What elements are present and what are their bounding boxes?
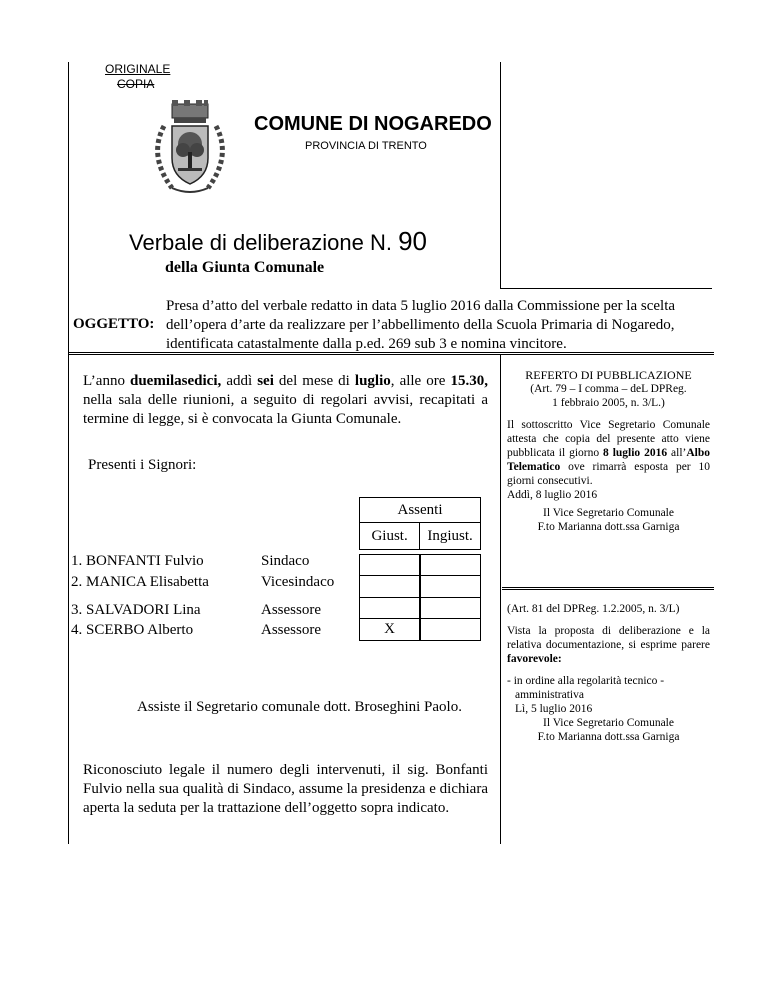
oggetto-label: OGGETTO: [73, 316, 155, 332]
intro-text-4: , alle ore [390, 373, 451, 389]
member-role: Sindaco [261, 553, 310, 569]
referto-sign-1: Il Vice Segretario Comunale [543, 507, 674, 519]
parere-sign-1: Il Vice Segretario Comunale [543, 717, 674, 729]
referto-text [507, 418, 710, 488]
giust-header: Giust. [360, 523, 420, 550]
provincia-title: PROVINCIA DI TRENTO [305, 140, 427, 152]
intro-ora: 15.30, [450, 373, 488, 389]
verbale-title [129, 226, 427, 257]
copia-label: COPIA [117, 77, 155, 91]
referto-text-3: ove rimarrà esposta per 10 giorni consecutivi. [507, 461, 710, 487]
member-name: 1. BONFANTI Fulvio [71, 553, 204, 569]
oggetto-text [166, 297, 713, 354]
parere-text [507, 624, 710, 666]
referto-ref-1: (Art. 79 – I comma – deL DPReg. [530, 383, 687, 395]
riconosciuto-paragraph: Riconosciuto legale il numero degli intervenuti, il sig. Bonfanti Fulvio nella sua qualità di Sindaco, assume la presidenza e dichiara aperta la seduta per la trattazione dell’oggetto sopra indicato. [83, 762, 488, 816]
parere-text-1: Vista la proposta di deliberazione e la relativa documentazione, si esprime parere [507, 625, 710, 651]
member-ingiust-cell [420, 554, 481, 576]
mid-border-top [500, 62, 501, 288]
intro-anno: duemilasedici, [130, 373, 222, 389]
left-border-bottom [68, 354, 69, 844]
parere-favorevole: favorevole: [507, 653, 562, 665]
referto-ref-2: 1 febbraio 2005, n. 3/L.) [552, 397, 665, 409]
oggetto-line-1: Presa d’atto del verbale redatto in data 5 luglio 2016 dalla Commissione per la scelta [166, 298, 676, 314]
referto-block [507, 368, 710, 534]
mid-border-bottom [500, 354, 501, 844]
referto-sign-2: F.to Marianna dott.ssa Garniga [537, 521, 680, 533]
parere-sign-2: F.to Marianna dott.ssa Garniga [537, 731, 680, 743]
member-name: 4. SCERBO Alberto [71, 622, 194, 638]
intro-text-3: del mese di [273, 373, 355, 389]
top-right-box-bottom [500, 288, 712, 289]
member-name: 3. SALVADORI Lina [71, 602, 201, 618]
member-role: Vicesindaco [261, 574, 335, 590]
originale-label: ORIGINALE [105, 62, 171, 76]
right-column-separator [502, 587, 714, 590]
parere-item-1: - in ordine alla regolarità tecnico - [507, 675, 665, 687]
assenti-header: Assenti [360, 498, 481, 523]
intro-giorno: sei [257, 373, 274, 389]
intro-paragraph [83, 372, 488, 429]
member-role: Assessore [261, 602, 321, 618]
member-name: 2. MANICA Elisabetta [71, 574, 209, 590]
coat-of-arms-icon [134, 92, 246, 204]
presenti-label: Presenti i Signori: [88, 457, 197, 473]
intro-text-2: addì [221, 373, 258, 389]
verbale-subtitle: della Giunta Comunale [165, 259, 325, 276]
referto-albo: Albo Telematico [507, 447, 710, 473]
referto-date: 8 luglio 2016 [603, 447, 668, 459]
referto-text-1: Il sottoscritto Vice Segretario Comunale attesta che copia del presente atto viene pubblicata il giorno [507, 419, 710, 459]
parere-item-2: amministrativa [515, 689, 584, 701]
intro-text-1: L’anno [83, 373, 130, 389]
intro-text-5: nella sala delle riunioni, a seguito di regolari avvisi, recapitati a termine di legge, si è convocata la Giunta Comunale. [83, 392, 488, 427]
parere-art: (Art. 81 del DPReg. 1.2.2005, n. 3/L) [507, 603, 680, 615]
assenti-header-table [359, 497, 481, 550]
parere-block [507, 602, 710, 744]
member-giust-cell: X [359, 619, 420, 641]
referto-addi: Addì, 8 luglio 2016 [507, 489, 598, 501]
verbale-number: 90 [398, 226, 427, 256]
assiste-text: Assiste il Segretario comunale dott. Broseghini Paolo. [137, 699, 462, 715]
member-role: Assessore [261, 622, 321, 638]
referto-text-2: all’ [667, 447, 687, 459]
ingiust-header: Ingiust. [420, 523, 481, 550]
member-ingiust-cell [420, 597, 481, 619]
parere-li: Lì, 5 luglio 2016 [515, 703, 593, 715]
oggetto-line-3: identificata catastalmente dalla p.ed. 269 sub 3 e nomina vincitore. [166, 336, 567, 352]
oggetto-line-2: dell’opera d’arte da realizzare per l’abbellimento della Scuola Primaria di Nogaredo, [166, 317, 675, 333]
intro-mese: luglio [354, 373, 391, 389]
member-giust-cell [359, 597, 420, 619]
comune-title: COMUNE DI NOGAREDO [254, 113, 492, 135]
member-ingiust-cell [420, 576, 481, 598]
referto-title: REFERTO DI PUBBLICAZIONE [525, 368, 692, 382]
member-ingiust-cell [420, 619, 481, 641]
verbale-title-text: Verbale di deliberazione N. [129, 230, 392, 255]
member-giust-cell [359, 554, 420, 576]
left-border-top [68, 62, 69, 354]
member-giust-cell [359, 576, 420, 598]
